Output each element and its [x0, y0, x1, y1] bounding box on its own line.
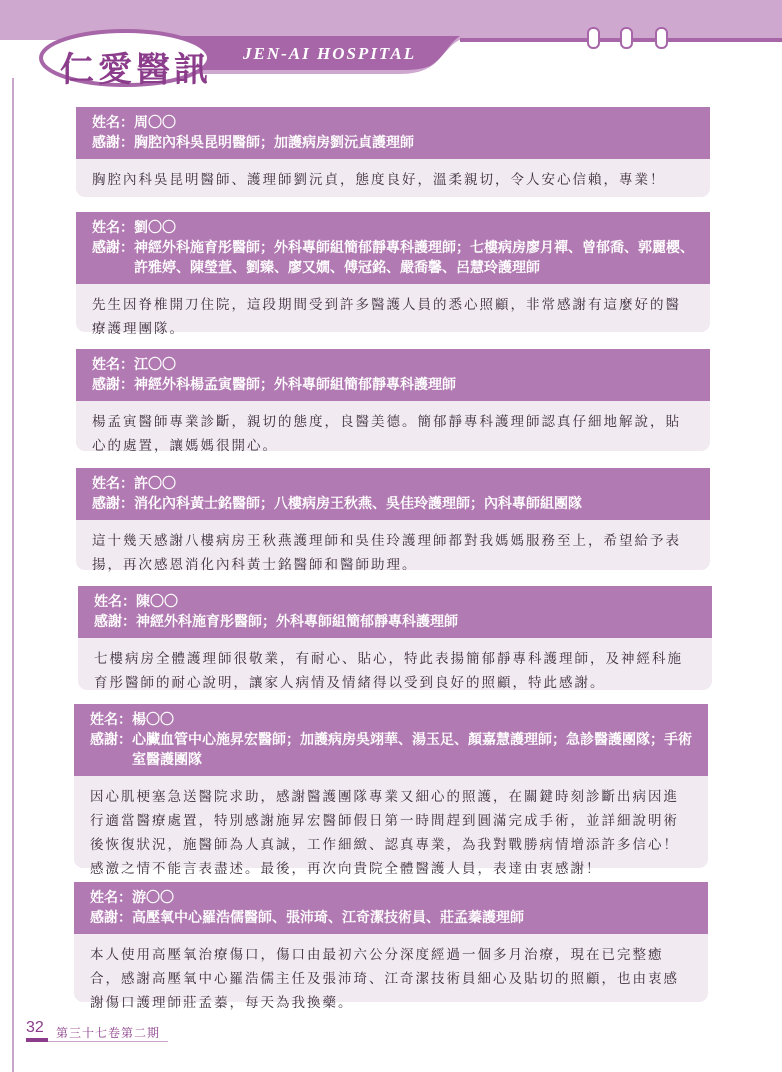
patient-name: 周〇〇 [134, 115, 176, 131]
name-label: 姓名： [92, 357, 134, 373]
card-message: 七樓病房全體護理師很敬業，有耐心、貼心，特此表揚簡郁靜專科護理師，及神經科施育彤醫師的耐心說明，讓家人病情及情緒得以受到良好的照顧，特此感謝。 [94, 651, 683, 691]
issue-label: 第三十七卷第二期 [56, 1026, 161, 1040]
page-header [0, 0, 782, 90]
card-message: 先生因脊椎開刀住院，這段期間受到許多醫護人員的悉心照顧，非常感謝有這麼好的醫療護理團隊。 [92, 297, 681, 337]
thanks-card [76, 107, 710, 197]
patient-name: 陳〇〇 [136, 594, 178, 610]
magazine-logo: 仁愛醫訊 [60, 50, 212, 90]
footer-accent-bar [26, 1038, 48, 1042]
thanks-card [78, 586, 712, 690]
card-header [74, 704, 708, 776]
thanks-card [74, 704, 708, 877]
card-message: 因心肌梗塞急送醫院求助，感謝醫護團隊專業又細心的照護，在關鍵時刻診斷出病因進行適當醫療處置，特別感謝施昇宏醫師假日第一時間趕到圓滿完成手術，並詳細說明術後恢復狀況，施醫師為人真誠，工作細緻、認真專業，為我對戰勝病情增添許多信心！感激之情不能言表盡述。最後，再次向貴院全體醫護人員，表達由衷感謝！ [90, 789, 679, 877]
name-label: 姓名： [90, 890, 132, 906]
left-margin-rule [12, 78, 14, 1072]
hospital-name: JEN-AI HOSPITAL [243, 44, 417, 63]
thanks-recipients: 高壓氧中心羅浩儒醫師、張沛琦、江奇潔技術員、莊孟蓁護理師 [132, 910, 524, 926]
patient-name: 劉〇〇 [134, 220, 176, 236]
name-label: 姓名： [94, 594, 136, 610]
card-message: 本人使用高壓氧治療傷口，傷口由最初六公分深度經過一個多月治療，現在已完整癒合，感謝高壓氧中心羅浩儒主任及張沛琦、江奇潔技術員細心及貼切的照顧，也由衷感謝傷口護理師莊孟蓁，每天為我換藥。 [90, 947, 679, 1011]
page-number: 32 [26, 1019, 44, 1036]
thanks-recipients: 心臟血管中心施昇宏醫師；加護病房吳翊華、湯玉足、顏嘉慧護理師；急診醫護團隊；手術室醫護團隊 [132, 732, 692, 768]
card-message: 這十幾天感謝八樓病房王秋燕護理師和吳佳玲護理師都對我媽媽服務至上，希望給予表揚，再次感恩消化內科黃士銘醫師和醫師助理。 [92, 533, 681, 573]
footer-rule [48, 1041, 168, 1042]
card-header [78, 586, 712, 638]
card-header [74, 882, 708, 934]
thanks-card [74, 882, 708, 1011]
thanks-label: 感謝： [90, 732, 132, 748]
card-header [76, 468, 710, 520]
card-message: 楊孟寅醫師專業診斷，親切的態度，良醫美德。簡郁靜專科護理師認真仔細地解說，貼心的處置，讓媽媽很開心。 [92, 414, 681, 454]
name-label: 姓名： [92, 220, 134, 236]
thanks-recipients: 神經外科施育彤醫師；外科專師組簡郁靜專科護理師；七樓病房廖月禪、曾郁喬、郭麗櫻、許雅婷、陳瑩萱、劉臻、廖又嫺、傅冠銘、嚴喬馨、呂慧玲護理師 [134, 240, 694, 276]
thanks-card [76, 349, 710, 454]
thanks-card [76, 468, 710, 573]
patient-name: 許〇〇 [134, 476, 176, 492]
thanks-label: 感謝： [92, 496, 134, 512]
card-header [76, 212, 710, 284]
thanks-recipients: 神經外科施育彤醫師；外科專師組簡郁靜專科護理師 [136, 614, 458, 630]
card-header [76, 349, 710, 401]
thanks-label: 感謝： [90, 910, 132, 926]
thanks-label: 感謝： [92, 377, 134, 393]
card-header [76, 107, 710, 159]
thanks-recipients: 消化內科黃士銘醫師；八樓病房王秋燕、吳佳玲護理師；內科專師組團隊 [134, 496, 582, 512]
patient-name: 江〇〇 [134, 357, 176, 373]
name-label: 姓名： [92, 115, 134, 131]
thanks-label: 感謝： [92, 135, 134, 151]
patient-name: 游〇〇 [132, 890, 174, 906]
thanks-recipients: 神經外科楊孟寅醫師；外科專師組簡郁靜專科護理師 [134, 377, 456, 393]
card-message: 胸腔內科吳昆明醫師、護理師劉沅貞，態度良好，溫柔親切，令人安心信賴，專業！ [92, 172, 666, 188]
thanks-recipients: 胸腔內科吳昆明醫師；加護病房劉沅貞護理師 [134, 135, 414, 151]
thanks-label: 感謝： [94, 614, 136, 630]
thanks-label: 感謝： [92, 240, 134, 256]
name-label: 姓名： [90, 712, 132, 728]
name-label: 姓名： [92, 476, 134, 492]
thanks-card [76, 212, 710, 337]
patient-name: 楊〇〇 [132, 712, 174, 728]
